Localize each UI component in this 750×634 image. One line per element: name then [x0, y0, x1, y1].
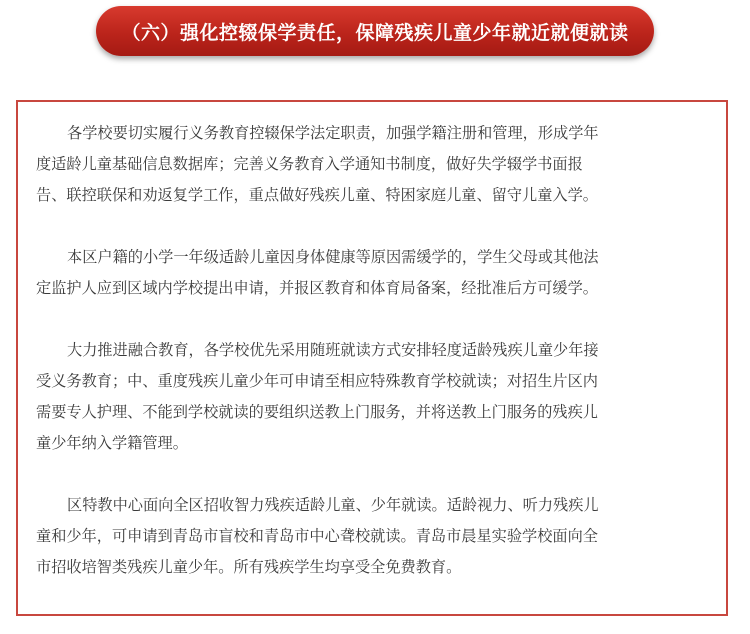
article-body	[36, 118, 708, 583]
section-title: （六）强化控辍保学责任，保障残疾儿童少年就近就便就读	[96, 6, 654, 56]
title-banner-container	[0, 0, 750, 64]
paragraph-4	[36, 490, 708, 583]
paragraph-line: 各学校要切实履行义务教育控辍保学法定职责，加强学籍注册和管理，形成学年	[67, 124, 599, 142]
paragraph-1	[36, 118, 708, 211]
paragraph-line: 区特教中心面向全区招收智力残疾适龄儿童、少年就读。适龄视力、听力残疾儿	[67, 496, 599, 514]
paragraph-line: 告、联控联保和劝返复学工作，重点做好残疾儿童、特困家庭儿童、留守儿童入学。	[36, 186, 598, 204]
paragraph-line: 度适龄儿童基础信息数据库；完善义务教育入学通知书制度，做好失学辍学书面报	[36, 155, 583, 173]
paragraph-line: 童和少年，可申请到青岛市盲校和青岛市中心聋校就读。青岛市晨星实验学校面向全	[36, 527, 598, 545]
paragraph-line: 定监护人应到区域内学校提出申请，并报区教育和体育局备案，经批准后方可缓学。	[36, 279, 598, 297]
paragraph-2	[36, 242, 708, 304]
paragraph-line: 童少年纳入学籍管理。	[36, 434, 188, 452]
paragraph-line: 市招收培智类残疾儿童少年。所有残疾学生均享受全免费教育。	[36, 558, 462, 576]
paragraph-line: 大力推进融合教育，各学校优先采用随班就读方式安排轻度适龄残疾儿童少年接	[67, 341, 599, 359]
paragraph-line: 受义务教育；中、重度残疾儿童少年可申请至相应特殊教育学校就读；对招生片区内	[36, 372, 598, 390]
paragraph-line: 需要专人护理、不能到学校就读的要组织送教上门服务，并将送教上门服务的残疾儿	[36, 403, 598, 421]
paragraph-3	[36, 335, 708, 459]
paragraph-line: 本区户籍的小学一年级适龄儿童因身体健康等原因需缓学的，学生父母或其他法	[67, 248, 599, 266]
